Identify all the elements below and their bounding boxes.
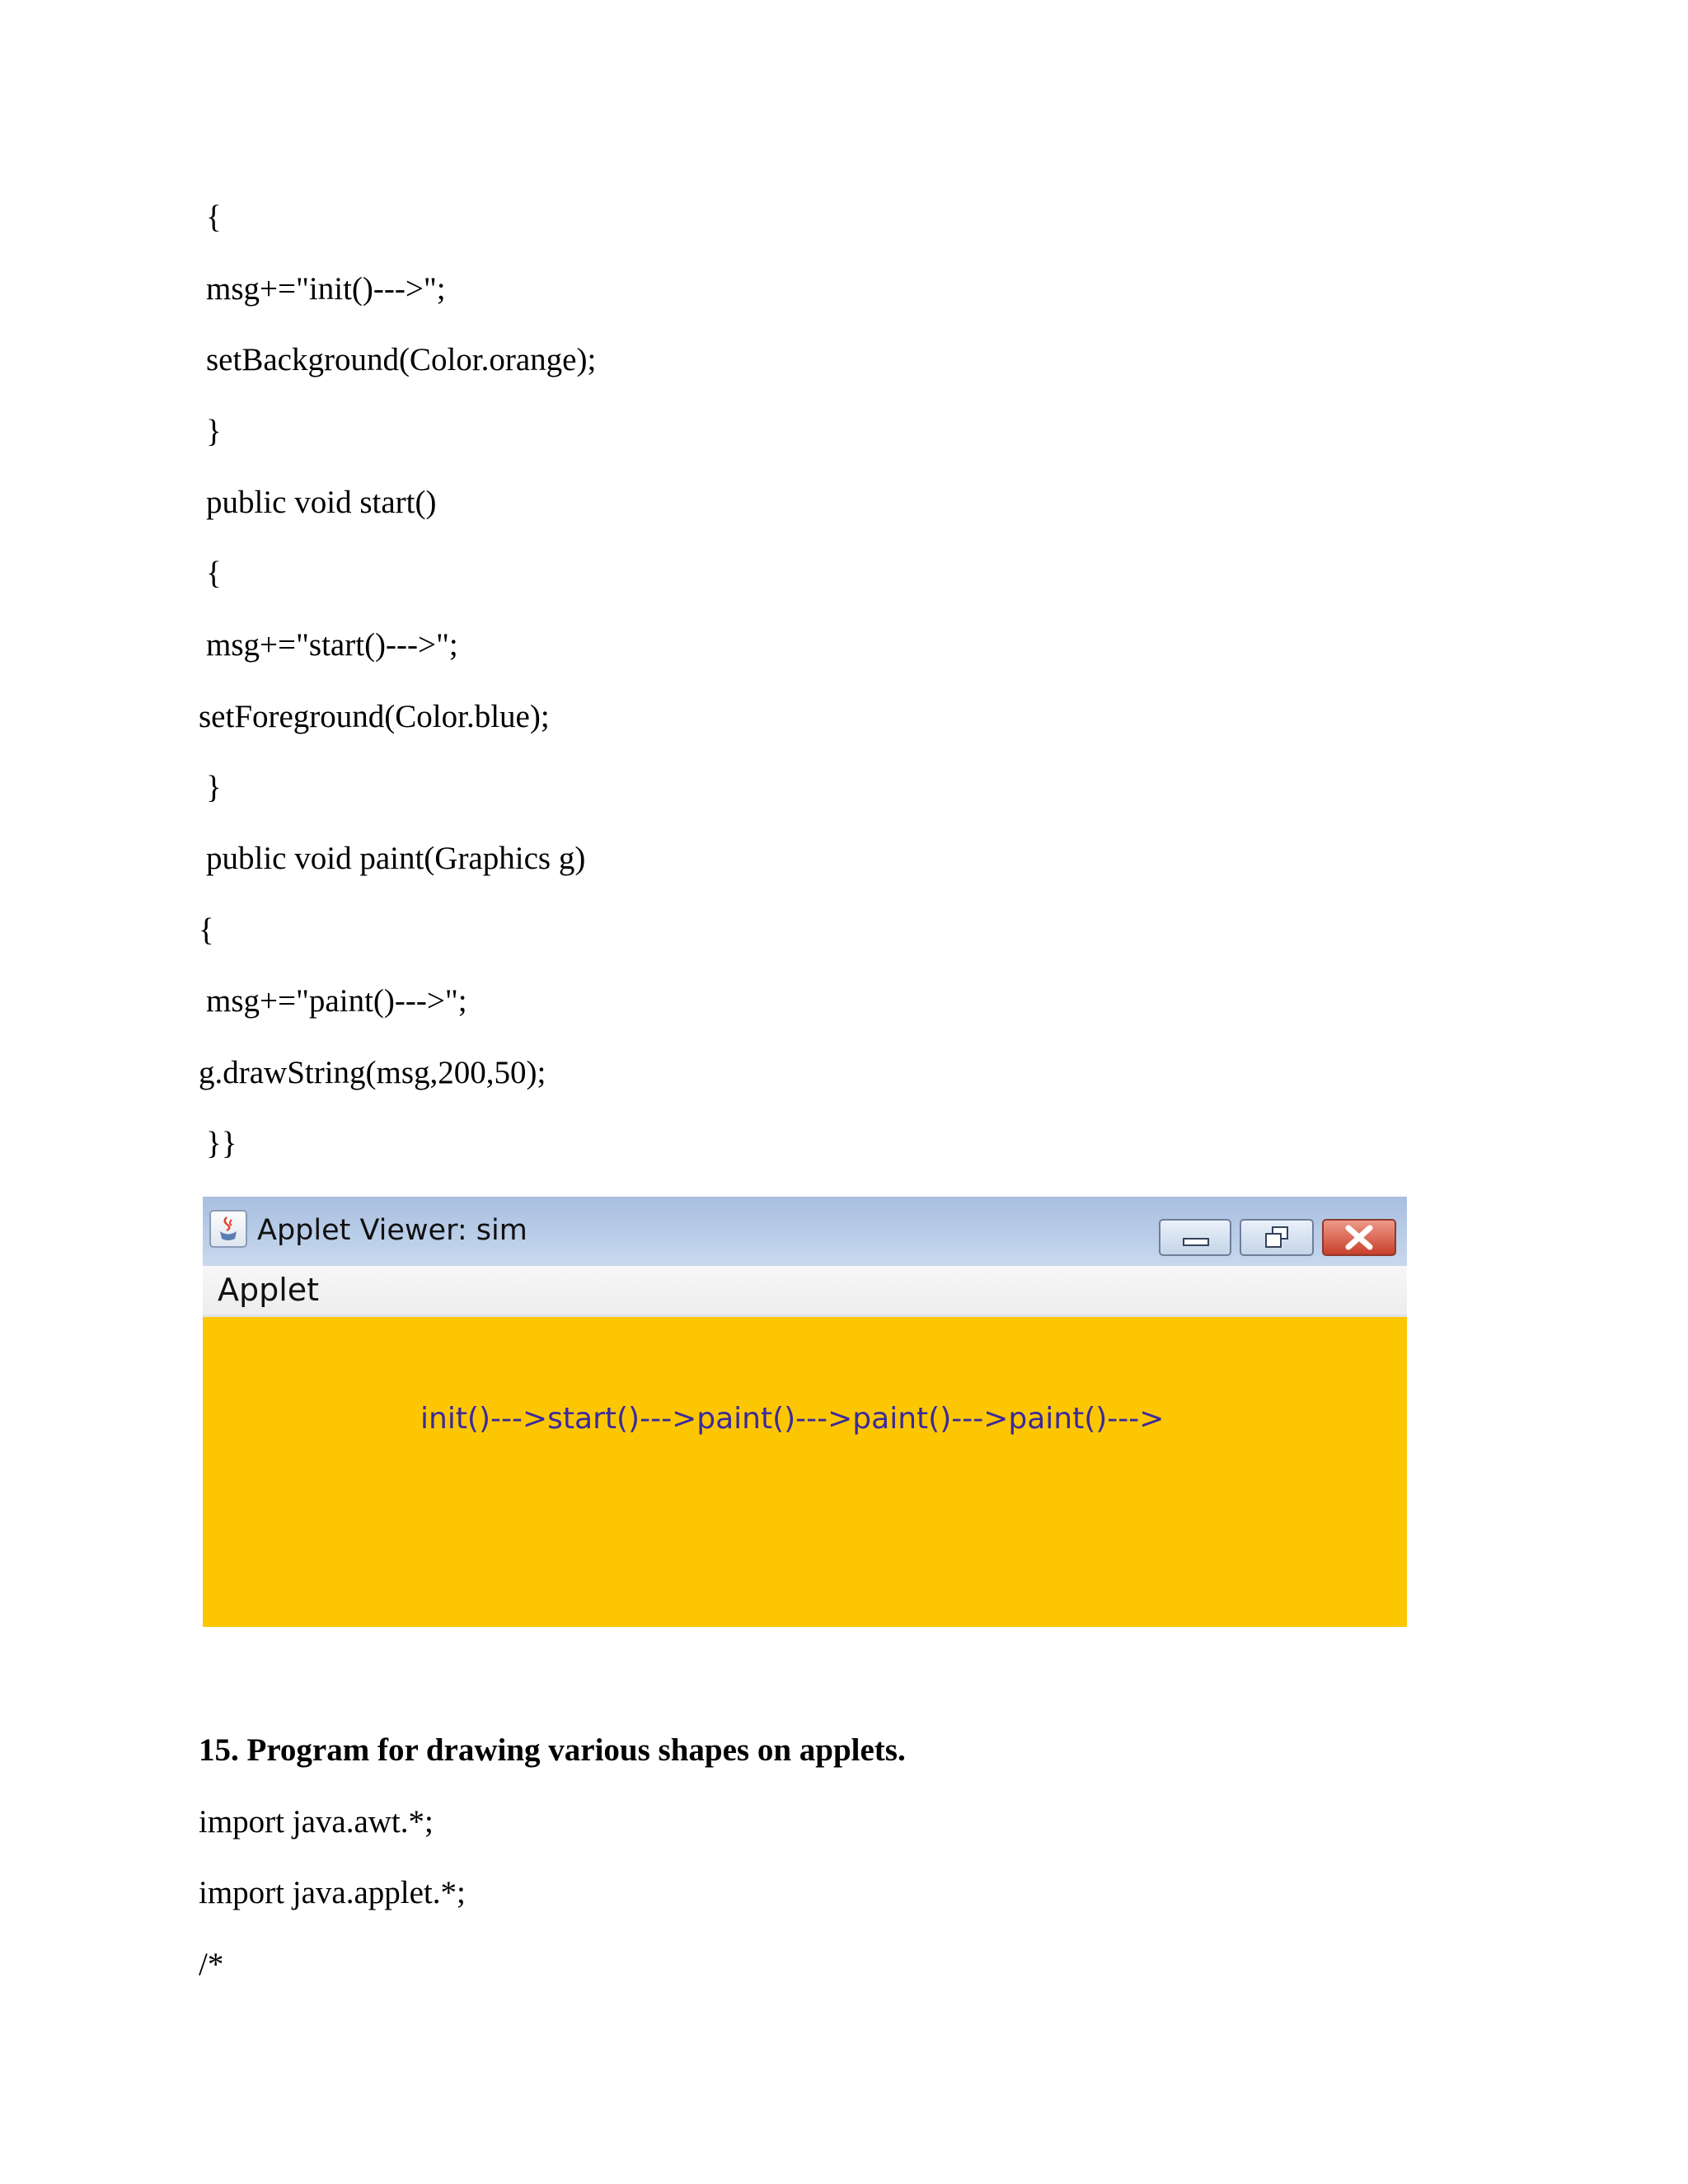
code-line: { (206, 199, 222, 235)
minimize-button[interactable] (1159, 1219, 1231, 1256)
code-line: g.drawString(msg,200,50); (199, 1055, 546, 1090)
code-line: { (206, 555, 222, 591)
close-button[interactable] (1322, 1219, 1396, 1256)
code-line: /* (199, 1947, 224, 1982)
section-heading: 15. Program for drawing various shapes on applets. (199, 1732, 906, 1768)
code-line: msg+="paint()--->"; (206, 983, 467, 1019)
code-line: public void start() (206, 485, 437, 520)
code-line: public void paint(Graphics g) (206, 841, 586, 876)
window-title: Applet Viewer: sim (257, 1214, 528, 1247)
java-coffee-icon[interactable] (209, 1210, 247, 1248)
code-line: msg+="init()--->"; (206, 271, 446, 307)
menu-applet[interactable]: Applet (218, 1272, 320, 1308)
code-line: import java.awt.*; (199, 1804, 434, 1840)
applet-viewer-window (203, 1197, 1407, 1627)
code-line: import java.applet.*; (199, 1875, 466, 1910)
code-line: msg+="start()--->"; (206, 627, 458, 663)
code-line: { (199, 912, 214, 948)
code-line: setForeground(Color.blue); (199, 699, 550, 734)
code-line: } (206, 414, 222, 449)
code-line: setBackground(Color.orange); (206, 342, 597, 377)
restore-button[interactable] (1240, 1219, 1314, 1256)
applet-canvas (203, 1317, 1407, 1627)
code-line: } (206, 770, 222, 805)
code-line: }} (206, 1126, 237, 1161)
applet-output-text: init()--->start()--->paint()--->paint()--->paint()---> (420, 1402, 1165, 1436)
window-titlebar[interactable] (203, 1197, 1407, 1266)
menu-bar (203, 1266, 1407, 1317)
